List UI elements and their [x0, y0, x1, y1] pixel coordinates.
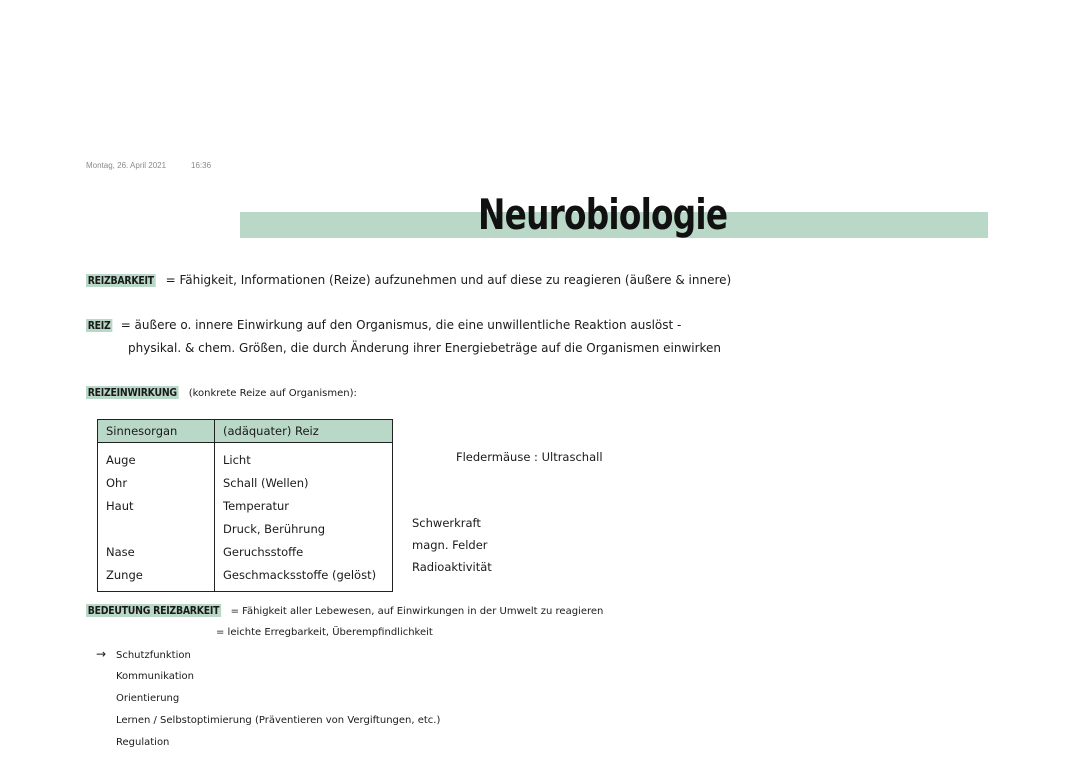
- list-item: Schutzfunktion: [116, 650, 191, 661]
- definition-reiz: [86, 318, 681, 332]
- table-cell-organ: [98, 517, 215, 540]
- term-bedeutung: BEDEUTUNG REIZBARKEIT: [87, 604, 220, 617]
- table-row: [98, 471, 393, 494]
- table-row: [98, 443, 393, 472]
- table-cell-stimulus: Licht: [215, 443, 393, 472]
- term-reizbarkeit: REIZBARKEIT: [87, 274, 154, 287]
- table-cell-organ: Nase: [98, 540, 215, 563]
- table-cell-organ: Ohr: [98, 471, 215, 494]
- side-note-magnetic: magn. Felder: [412, 538, 488, 552]
- definition-reizeinwirkung-text: (konkrete Reize auf Organismen):: [188, 388, 357, 399]
- note-time: 16:36: [191, 161, 212, 170]
- table-header-reiz: (adäquater) Reiz: [215, 420, 393, 443]
- definition-bedeutung: [86, 603, 603, 617]
- table-row: [98, 494, 393, 517]
- table-cell-stimulus: Geruchsstoffe: [215, 540, 393, 563]
- side-note-gravity: Schwerkraft: [412, 516, 481, 530]
- definition-reizbarkeit: [86, 273, 731, 287]
- table-cell-organ: Auge: [98, 443, 215, 472]
- table-row: [98, 563, 393, 592]
- table-cell-stimulus: Temperatur: [215, 494, 393, 517]
- list-item: Kommunikation: [116, 671, 195, 682]
- list-item: Lernen / Selbstoptimierung (Präventieren von Vergiftungen, etc.): [116, 715, 441, 726]
- page-title: Neurobiologie: [478, 190, 728, 239]
- table-cell-organ: Haut: [98, 494, 215, 517]
- definition-reizeinwirkung: [86, 385, 357, 399]
- arrow-icon: →: [96, 647, 107, 661]
- term-reiz: REIZ: [87, 319, 111, 332]
- table-cell-organ: Zunge: [98, 563, 215, 592]
- definition-bedeutung-line2: = leichte Erregbarkeit, Überempfindlichkeit: [216, 627, 433, 638]
- table-cell-stimulus: Druck, Berührung: [215, 517, 393, 540]
- definition-reizbarkeit-text: = Fähigkeit, Informationen (Reize) aufzunehmen und auf diese zu reagieren (äußere & innere): [165, 273, 732, 287]
- definition-bedeutung-line1: = Fähigkeit aller Lebewesen, auf Einwirkungen in der Umwelt zu reagieren: [230, 606, 604, 617]
- table-row: [98, 517, 393, 540]
- table-cell-stimulus: Geschmacksstoffe (gelöst): [215, 563, 393, 592]
- note-date: Montag, 26. April 2021: [86, 161, 167, 170]
- definition-reiz-line2: physikal. & chem. Größen, die durch Änderung ihrer Energiebeträge auf die Organismen einwirken: [128, 341, 722, 355]
- definition-reiz-line1: = äußere o. innere Einwirkung auf den Organismus, die eine unwillentliche Reaktion auslöst -: [120, 318, 682, 332]
- senses-table: [97, 419, 393, 592]
- side-note-bats: Fledermäuse : Ultraschall: [456, 450, 603, 464]
- list-item: Orientierung: [116, 693, 180, 704]
- list-item: Regulation: [116, 737, 170, 748]
- table-row: [98, 540, 393, 563]
- term-reizeinwirkung: REIZEINWIRKUNG: [87, 386, 177, 399]
- table-header-sinnesorgan: Sinnesorgan: [98, 420, 215, 443]
- table-header-row: [98, 420, 393, 443]
- side-note-radioactivity: Radioaktivität: [412, 560, 492, 574]
- table-cell-stimulus: Schall (Wellen): [215, 471, 393, 494]
